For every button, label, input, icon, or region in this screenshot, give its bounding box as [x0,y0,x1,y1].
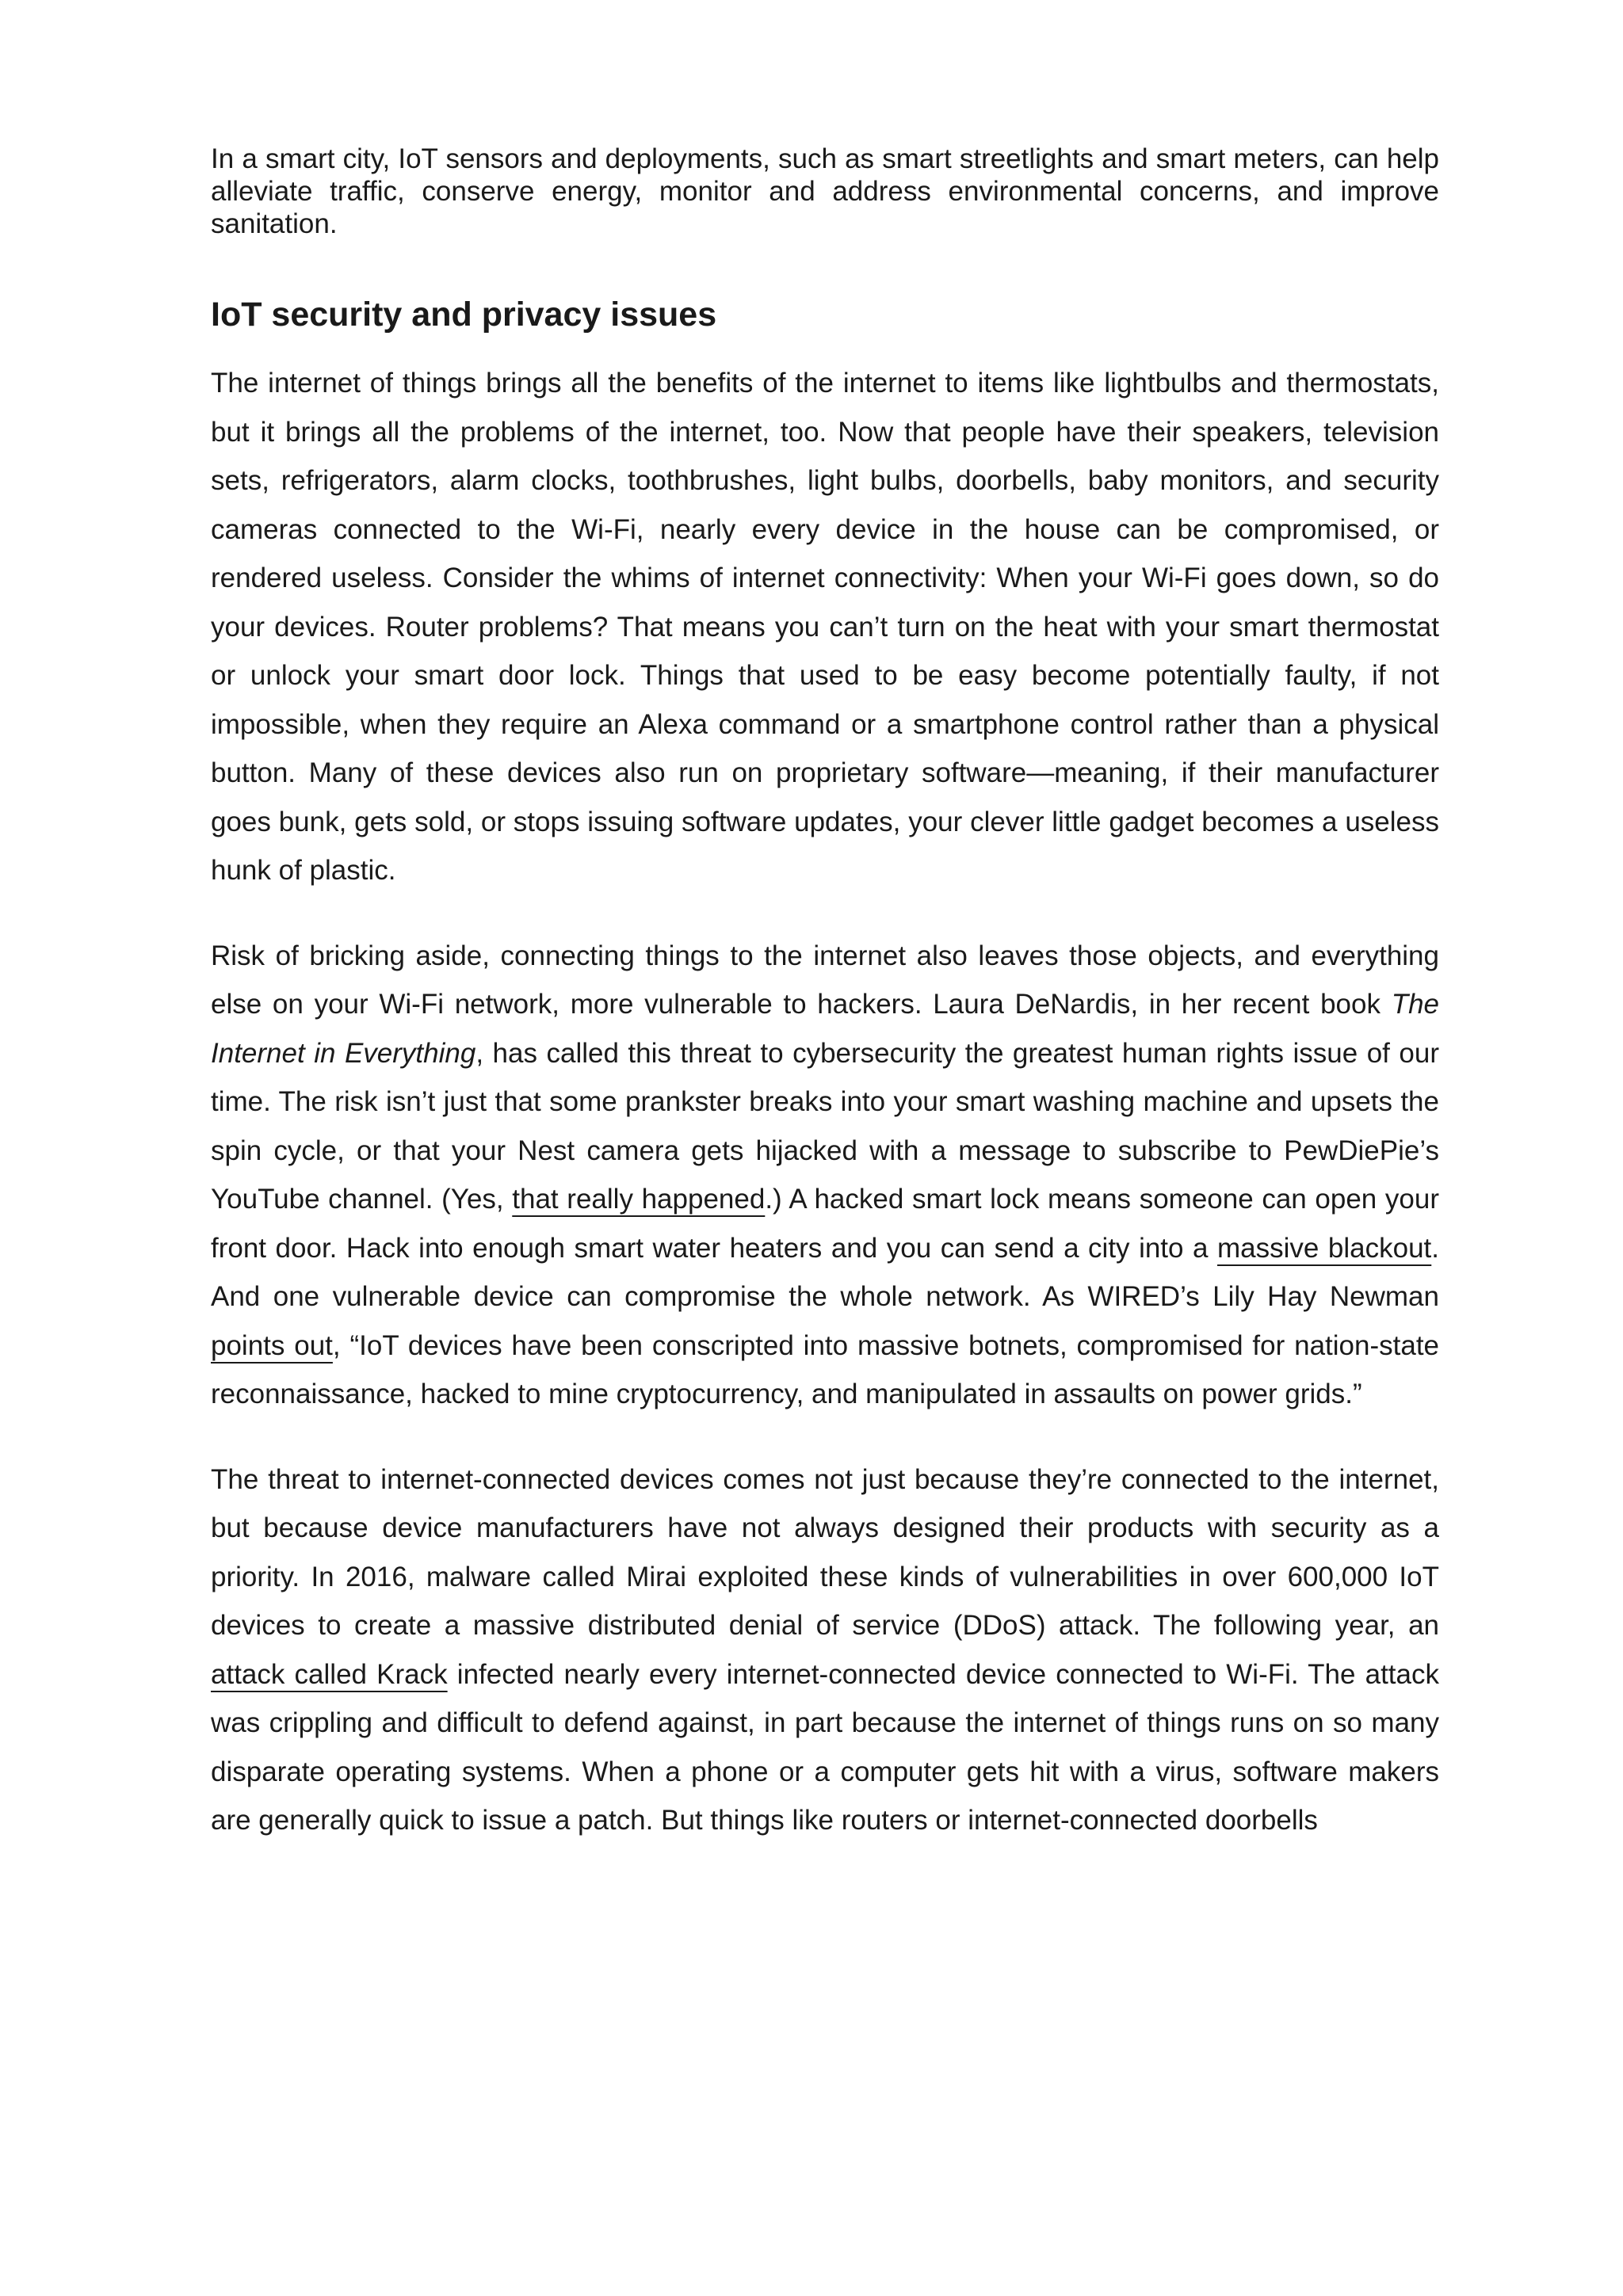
paragraph-text: Risk of bricking aside, connecting things to the internet also leaves those objects, and everything else on your Wi-Fi network, more vulnerable to hackers. Laura DeNardis, in her recent book [211,940,1439,1020]
link-that-really-happened[interactable]: that really happened [512,1184,766,1215]
body-paragraph-1: The internet of things brings all the benefits of the internet to items like lightbulbs and thermostats, but it brings all the problems of the internet, too. Now that people have their speakers, television sets, refrigerators, alarm clocks, toothbrushes, light bulbs, doorbells, baby monitors, and security cameras connected to the Wi-Fi, nearly every device in the house can be compromised, or rendered useless. Consider the whims of internet connectivity: When your Wi-Fi goes down, so do your devices. Router problems? That means you can’t turn on the heat with your smart thermostat or unlock your smart door lock. Things that used to be easy become potentially faulty, if not impossible, when they require an Alexa command or a smartphone control rather than a physical button. Many of these devices also run on proprietary software—meaning, if their manufacturer goes bunk, gets sold, or stops issuing software updates, your clever little gadget becomes a useless hunk of plastic. [211,368,1439,886]
paragraph-text: , has called this threat to cybersecurity the greatest human rights issue of our time. The risk isn’t just that some prankster breaks into your smart washing machine and upsets the spin cycle, or that your Nest camera gets hijacked with a message to subscribe to PewDiePie’s YouTube channel. (Yes, [211,1037,1440,1215]
paragraph-text: , “IoT devices have been conscripted into massive botnets, compromised for nation-state reconnaissance, hacked to mine cryptocurrency, and manipulated in assaults on power grids.” [211,1329,1440,1409]
paragraph-text: The threat to internet-connected devices comes not just because they’re connected to the internet, but because device manufacturers have not always designed their products with security as a priority. In 2016, malware called Mirai exploited these kinds of vulnerabilities in over 600,000 IoT devices to create a massive distributed denial of service (DDoS) attack. The following year, an [211,1463,1439,1641]
body-paragraph-3 [211,1455,1439,1845]
link-massive-blackout[interactable]: massive blackout [1217,1232,1432,1264]
intro-paragraph: In a smart city, IoT sensors and deployments, such as smart streetlights and smart meters, can help alleviate traffic, conserve energy, monitor and address environmental concerns, and improve sanitation. [211,143,1439,239]
book-title: The Internet in Everything [211,989,1439,1069]
paragraph-text: infected nearly every internet-connected device connected to Wi-Fi. The attack was crippling and difficult to defend against, in part because the internet of things runs on so many disparate operating systems. When a phone or a computer gets hit with a virus, software makers are generally quick to issue a patch. But things like routers or internet-connected doorbells [211,1658,1439,1836]
paragraph-text: .) A hacked smart lock means someone can open your front door. Hack into enough smart water heaters and you can send a city into a [211,1184,1439,1264]
section-heading: IoT security and privacy issues [211,296,717,334]
link-attack-called-krack[interactable]: attack called Krack [211,1658,448,1690]
link-points-out[interactable]: points out [211,1329,333,1361]
body-paragraph-2 [211,932,1439,1419]
paragraph-text: . And one vulnerable device can compromise the whole network. As WIRED’s Lily Hay Newman [211,1232,1439,1312]
document-page [211,143,1439,1845]
